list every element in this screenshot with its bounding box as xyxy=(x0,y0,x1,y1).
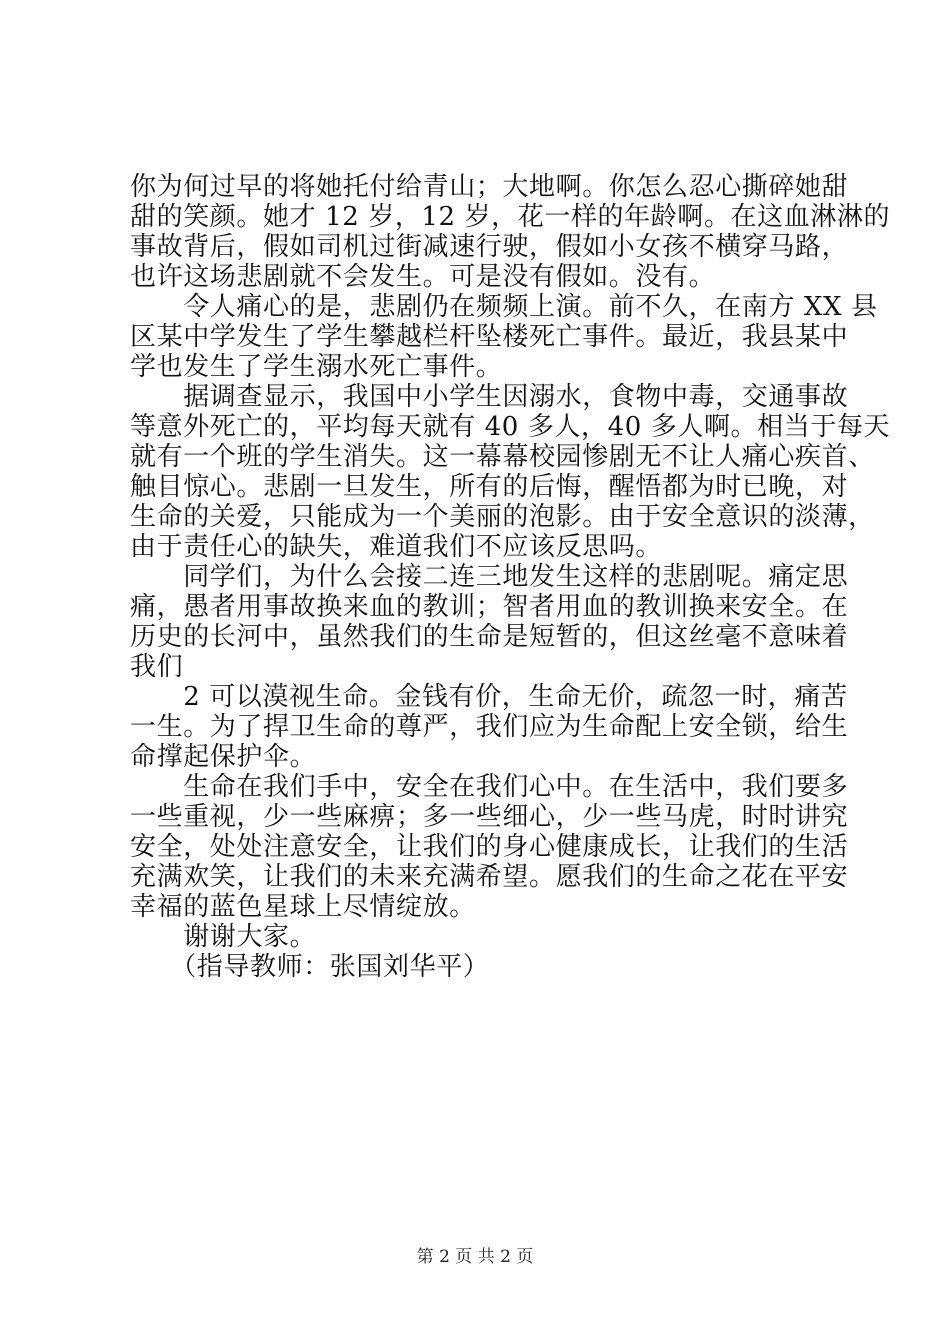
text-line: 命撑起保护伞。 xyxy=(130,742,317,772)
text-line: 2 可以漠视生命。金钱有价，生命无价，疏忽一时，痛苦 xyxy=(130,682,848,712)
text-line: 安全，处处注意安全，让我们的身心健康成长，让我们的生活 xyxy=(130,832,849,862)
text-line: 一些重视，少一些麻痹；多一些细心，少一些马虎，时时讲究 xyxy=(130,802,849,832)
text-line: 甜的笑颜。她才 12 岁，12 岁，花一样的年龄啊。在这血淋淋的 xyxy=(130,202,891,232)
text-line: 充满欢笑，让我们的未来充满希望。愿我们的生命之花在平安 xyxy=(130,862,849,892)
text-line: 等意外死亡的，平均每天就有 40 多人，40 多人啊。相当于每天 xyxy=(130,412,891,442)
text-line: （指导教师：张国刘华平） xyxy=(130,952,490,982)
text-line: 痛，愚者用事故换来血的教训；智者用血的教训换来安全。在 xyxy=(130,592,849,622)
text-line: 幸福的蓝色星球上尽情绽放。 xyxy=(130,892,476,922)
text-line: 就有一个班的学生消失。这一幕幕校园惨剧无不让人痛心疾首、 xyxy=(130,442,875,472)
text-line: 我们 xyxy=(130,652,184,682)
page-number-footer: 第 2 页 共 2 页 xyxy=(416,1247,534,1267)
text-line: 据调查显示，我国中小学生因溺水，食物中毒，交通事故 xyxy=(130,382,849,412)
text-line: 事故背后，假如司机过街减速行驶，假如小女孩不横穿马路， xyxy=(130,232,849,262)
text-line: 区某中学发生了学生攀越栏杆坠楼死亡事件。最近，我县某中 xyxy=(130,322,849,352)
text-line: 学也发生了学生溺水死亡事件。 xyxy=(130,352,503,382)
text-line: 同学们，为什么会接二连三地发生这样的悲剧呢。痛定思 xyxy=(130,562,849,592)
document-body xyxy=(130,172,891,982)
text-line: 由于责任心的缺失，难道我们不应该反思吗。 xyxy=(130,532,663,562)
text-line: 生命在我们手中，安全在我们心中。在生活中，我们要多 xyxy=(130,772,849,802)
text-line: 令人痛心的是，悲剧仍在频频上演。前不久，在南方 XX 县 xyxy=(130,292,878,322)
text-line: 历史的长河中，虽然我们的生命是短暂的，但这丝毫不意味着 xyxy=(130,622,849,652)
text-line: 谢谢大家。 xyxy=(130,922,317,952)
text-line: 也许这场悲剧就不会发生。可是没有假如。没有。 xyxy=(130,262,716,292)
text-line: 触目惊心。悲剧一旦发生，所有的后悔，醒悟都为时已晚，对 xyxy=(130,472,849,502)
text-line: 你为何过早的将她托付给青山；大地啊。你怎么忍心撕碎她甜 xyxy=(130,172,849,202)
text-line: 生命的关爱，只能成为一个美丽的泡影。由于安全意识的淡薄， xyxy=(130,502,875,532)
text-line: 一生。为了捍卫生命的尊严，我们应为生命配上安全锁，给生 xyxy=(130,712,849,742)
